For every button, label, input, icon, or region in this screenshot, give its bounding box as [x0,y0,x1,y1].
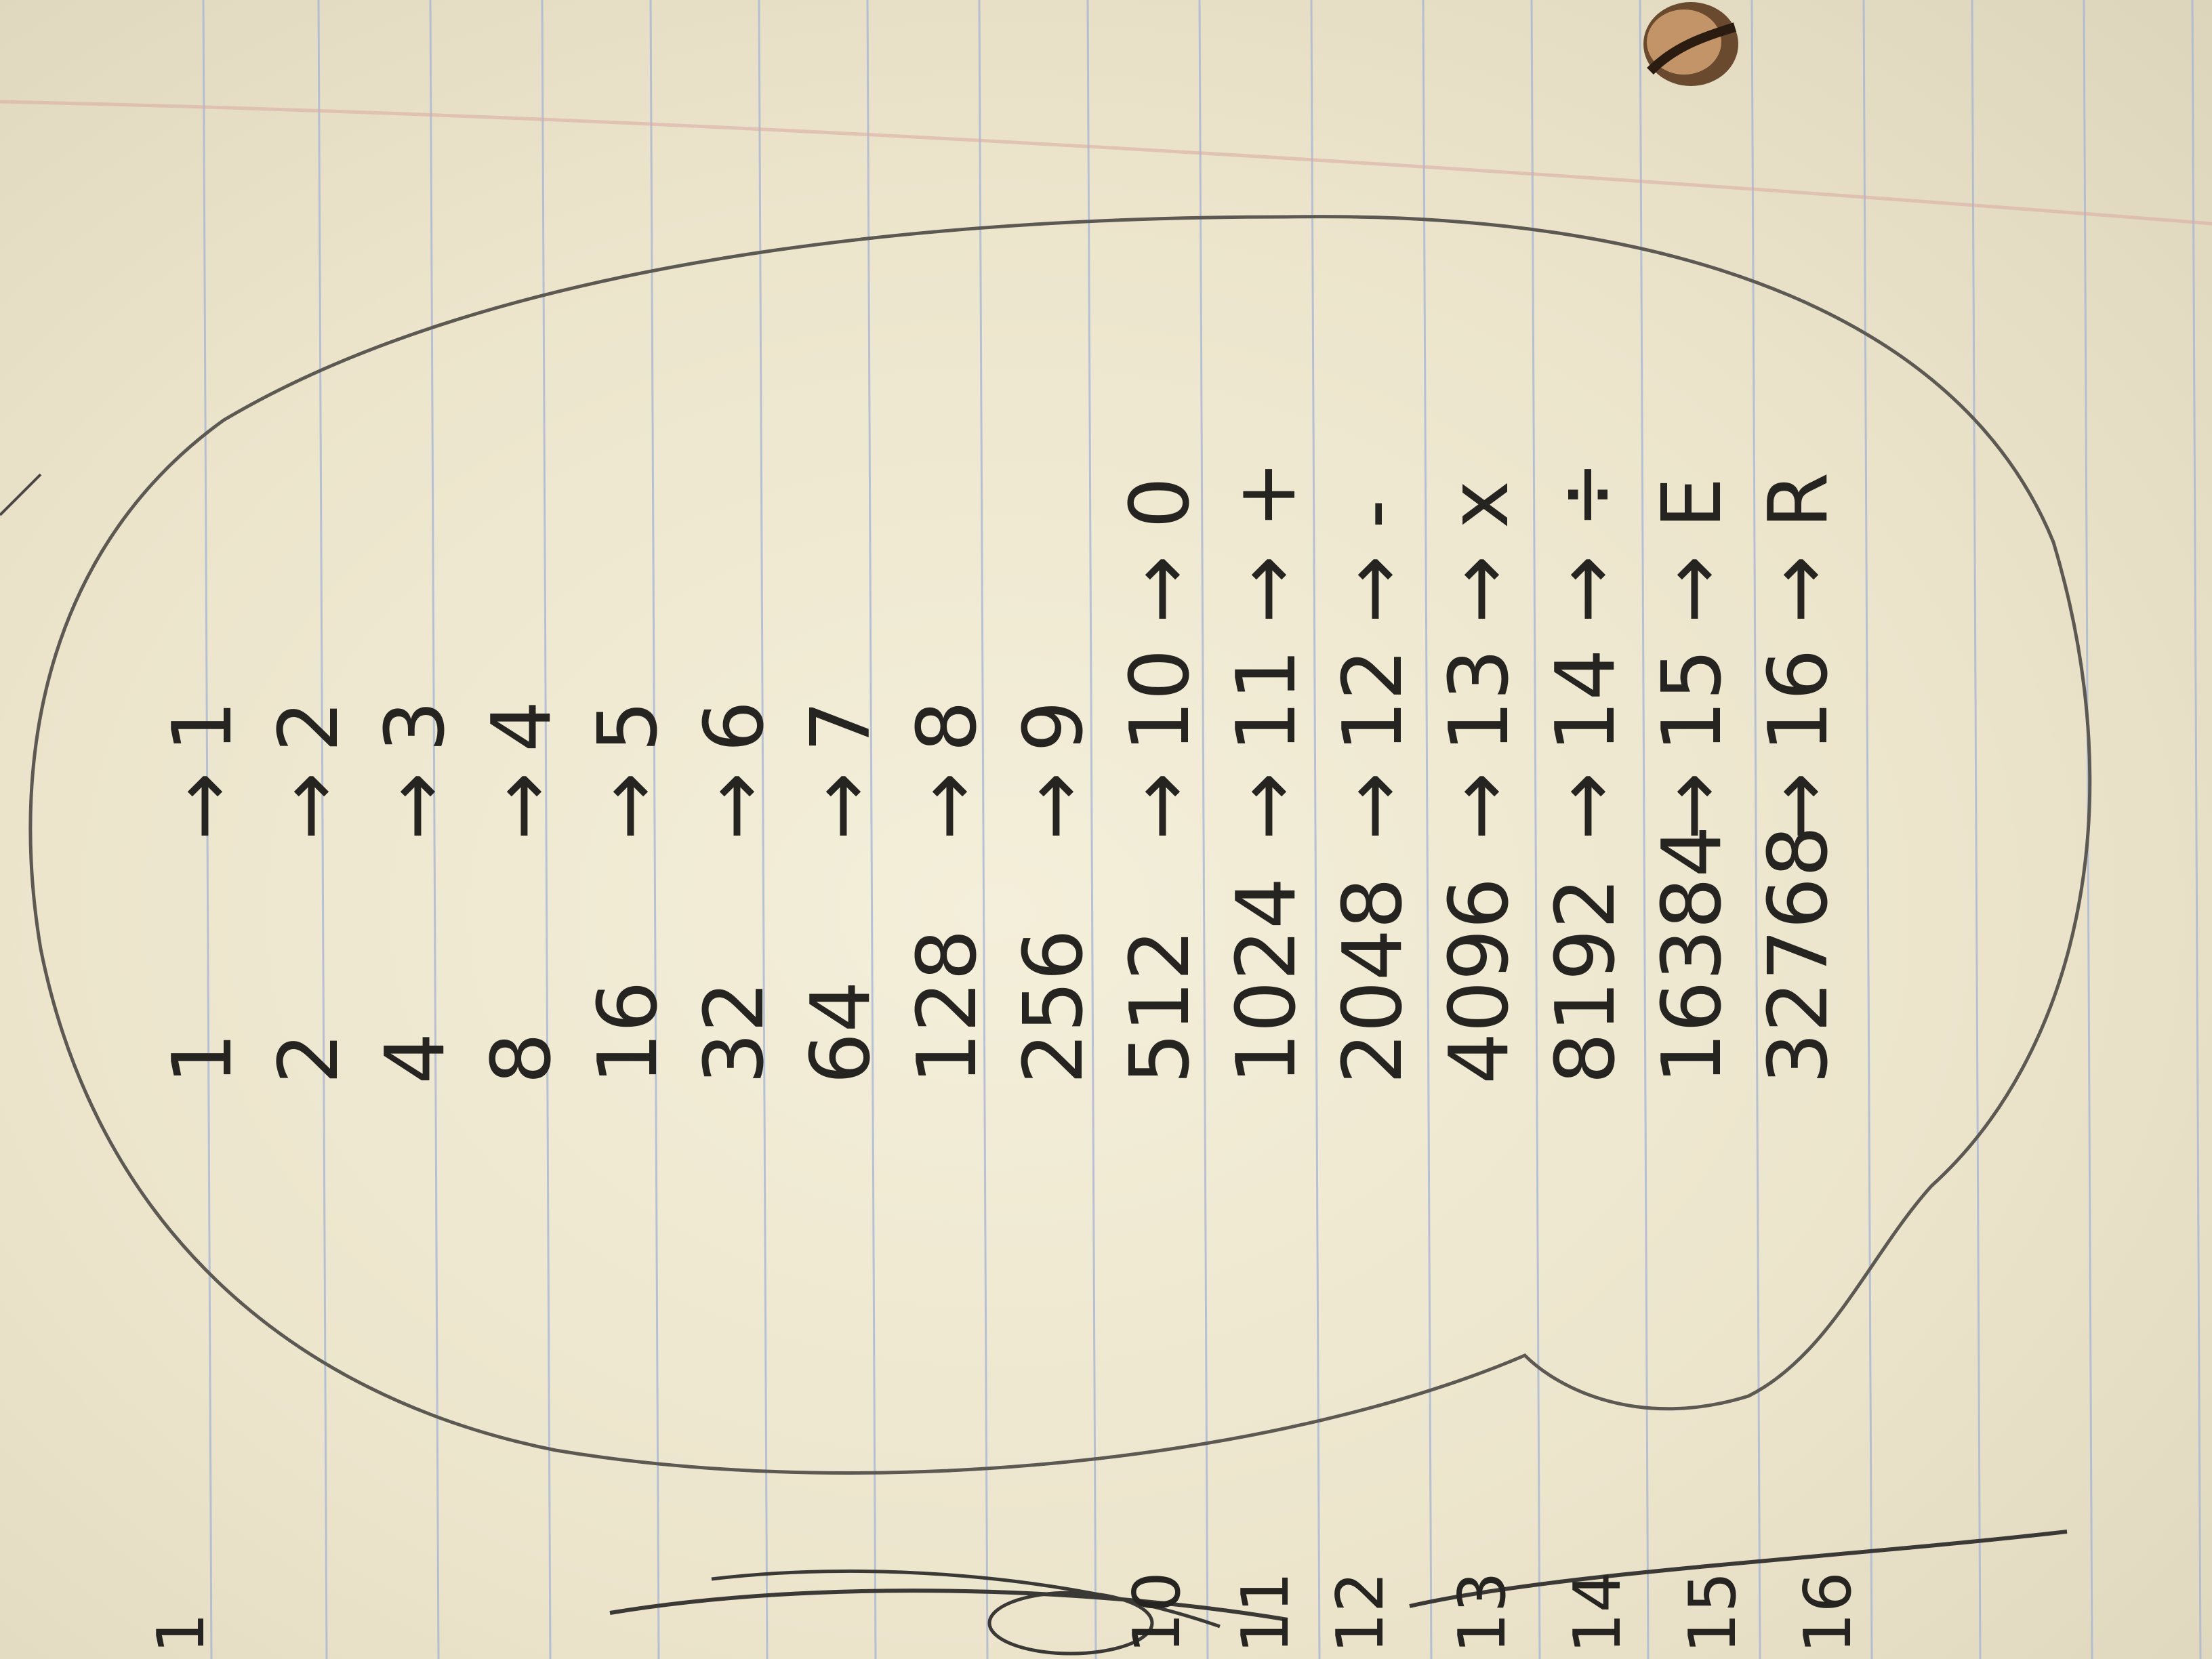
mapping-row [581,701,676,1084]
edge-number: 15 [1676,1572,1750,1654]
input-value: 2048 [1326,877,1420,1084]
handwritten-mapping-table [156,460,1846,1084]
binder-hole [1643,2,1738,86]
arrow-icon: → [1326,772,1420,840]
input-value: 32 [688,981,782,1084]
edge-number: 11 [1229,1572,1303,1654]
mapping-row [1433,480,1527,1084]
mapping-row [901,701,995,1084]
input-value: 2 [262,1032,356,1084]
arrow-icon: → [1433,772,1527,840]
input-value: 128 [901,928,995,1084]
arrow-icon: → [1645,555,1740,623]
edge-number: 14 [1561,1572,1635,1654]
arrow-icon: → [1113,555,1208,623]
mapping-row [475,701,569,1084]
output-value: 9 [1007,700,1101,752]
arrow-icon: → [1752,772,1846,840]
output-value: 6 [688,700,782,752]
symbol-value: 0 [1113,476,1208,529]
arrow-icon: → [581,772,676,840]
symbol-value: ÷ [1539,460,1633,529]
output-value: 1 [156,700,250,752]
edge-number: 12 [1324,1572,1398,1654]
arrow-icon: → [794,772,888,840]
output-value: 3 [369,700,463,752]
input-value: 1024 [1220,877,1314,1084]
output-value: 12 [1326,649,1420,752]
mapping-row [1007,701,1101,1084]
margin-line [0,102,2212,224]
mapping-row [1113,477,1208,1084]
output-value: 8 [901,700,995,752]
arrow-icon: → [156,772,250,840]
rule-line [1423,0,1431,1659]
mapping-row [1326,499,1420,1084]
output-value: 7 [794,700,888,752]
rule-line [2192,0,2200,1659]
edge-number: 10 [1120,1572,1195,1654]
mapping-row [156,701,250,1084]
input-value: 8 [475,1032,569,1084]
arrow-icon: → [475,772,569,840]
arrow-icon: → [1326,555,1420,623]
arrow-icon: → [1220,772,1314,840]
output-value: 11 [1220,649,1314,752]
output-value: 15 [1645,649,1740,752]
mapping-row [369,701,463,1084]
output-value: 2 [262,700,356,752]
input-value: 8192 [1539,877,1633,1084]
symbol-value: E [1645,477,1740,529]
arrow-icon: → [901,772,995,840]
input-value: 16 [581,981,676,1084]
output-value: 4 [475,700,569,752]
output-value: 10 [1113,649,1208,752]
mapping-row [1220,460,1314,1084]
arrow-icon: → [1007,772,1101,840]
arrow-icon: → [1752,555,1846,623]
mapping-row [1645,477,1740,1084]
arrow-icon: → [688,772,782,840]
input-value: 512 [1113,928,1208,1084]
input-value: 4 [369,1032,463,1084]
input-value: 64 [794,981,888,1084]
mapping-row [1752,472,1846,1084]
arrow-icon: → [1220,555,1314,623]
output-value: 14 [1539,649,1633,752]
arrow-icon: → [1645,772,1740,840]
rule-line [1972,0,1980,1659]
output-value: 5 [581,700,676,752]
input-value: 32768 [1752,825,1846,1084]
symbol-value: R [1752,472,1846,529]
arrow-icon: → [262,772,356,840]
mapping-row [262,701,356,1084]
edge-number: 16 [1791,1572,1866,1654]
input-value: 256 [1007,928,1101,1084]
edge-number: 1 [144,1612,219,1654]
stray-pencil-stroke [0,474,41,515]
mapping-row [794,701,888,1084]
output-value: 13 [1433,649,1527,752]
symbol-value: - [1326,499,1420,529]
input-value: 16384 [1645,825,1740,1084]
arrow-icon: → [369,772,463,840]
input-value: 1 [156,1032,250,1084]
arrow-icon: → [1539,555,1633,623]
input-value: 4096 [1433,877,1527,1084]
output-value: 16 [1752,649,1846,752]
arrow-icon: → [1539,772,1633,840]
arrow-icon: → [1433,555,1527,623]
edge-number: 13 [1446,1572,1520,1654]
arrow-icon: → [1113,772,1208,840]
symbol-value: x [1433,480,1527,529]
rule-line [1864,0,1872,1659]
mapping-row [688,701,782,1084]
symbol-value: + [1220,460,1314,529]
mapping-row [1539,460,1633,1084]
